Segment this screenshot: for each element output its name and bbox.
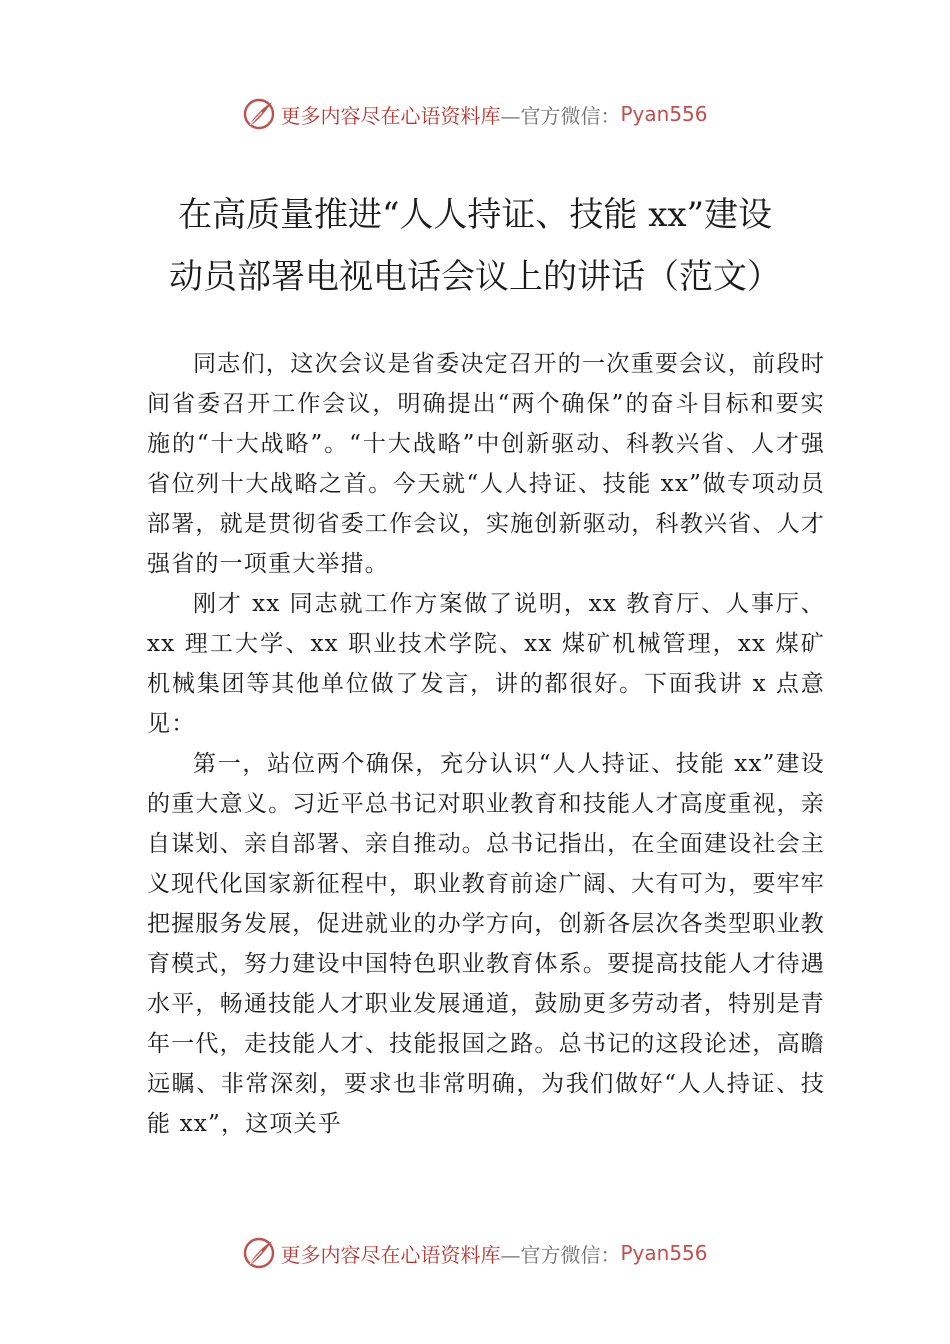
paragraph-3: 第一，站位两个确保，充分认识“人人持证、技能 xx”建设的重大意义。习近平总书记对职业教育和技能人才高度重视，亲自谋划、亲自部署、亲自推动。总书记指出，在全面建设社会主义现代化国家新征程中，职业教育前途广阔、大有可为，要牢牢把握服务发展，促进就业的办学方向，创新各层次各类型职业教育模式，努力建设中国特色职业教育体系。要提高技能人才待遇水平，畅通技能人才职业发展通道，鼓励更多劳动者，特别是青年一代，走技能人才、技能报国之路。总书记的这段论述，高瞻远瞩、非常深刻，要求也非常明确，为我们做好“人人持证、技能 xx”，这项关乎 (147, 751, 825, 1137)
watermark-wechat-id: Pyan556 (620, 102, 708, 126)
watermark-wechat-label: —官方微信： (500, 103, 621, 128)
document-body (147, 344, 825, 1144)
paragraph-1: 同志们，这次会议是省委决定召开的一次重要会议，前段时间省委召开工作会议，明确提出“两个确保”的奋斗目标和要实施的“十大战略”。“十大战略”中创新驱动、科教兴省、人才强省位列十大战略之首。今天就“人人持证、技能 xx”做专项动员部署，就是贯彻省委工作会议，实施创新驱动，科教兴省、人才强省的一项重大举措。 (147, 351, 825, 577)
watermark-wechat-label: —官方微信： (500, 1242, 621, 1267)
title-line-1: 在高质量推进“人人持证、技能 xx”建设 (178, 195, 772, 235)
watermark-library-text: 更多内容尽在心语资料库 (280, 103, 501, 128)
title-line-2: 动员部署电视电话会议上的讲话（范文） (169, 257, 781, 297)
document-title (60, 184, 890, 308)
quill-pen-icon (242, 1236, 276, 1270)
footer-watermark (0, 1233, 950, 1273)
paragraph-2: 刚才 xx 同志就工作方案做了说明，xx 教育厅、人事厅、xx 理工大学、xx 职业技术学院、xx 煤矿机械管理，xx 煤矿机械集团等其他单位做了发言，讲的都很好。下面我讲 x 点意见： (147, 591, 825, 737)
watermark-wechat-id: Pyan556 (620, 1241, 708, 1265)
header-watermark (0, 94, 950, 134)
watermark-library-text: 更多内容尽在心语资料库 (280, 1242, 501, 1267)
quill-pen-icon (242, 97, 276, 131)
